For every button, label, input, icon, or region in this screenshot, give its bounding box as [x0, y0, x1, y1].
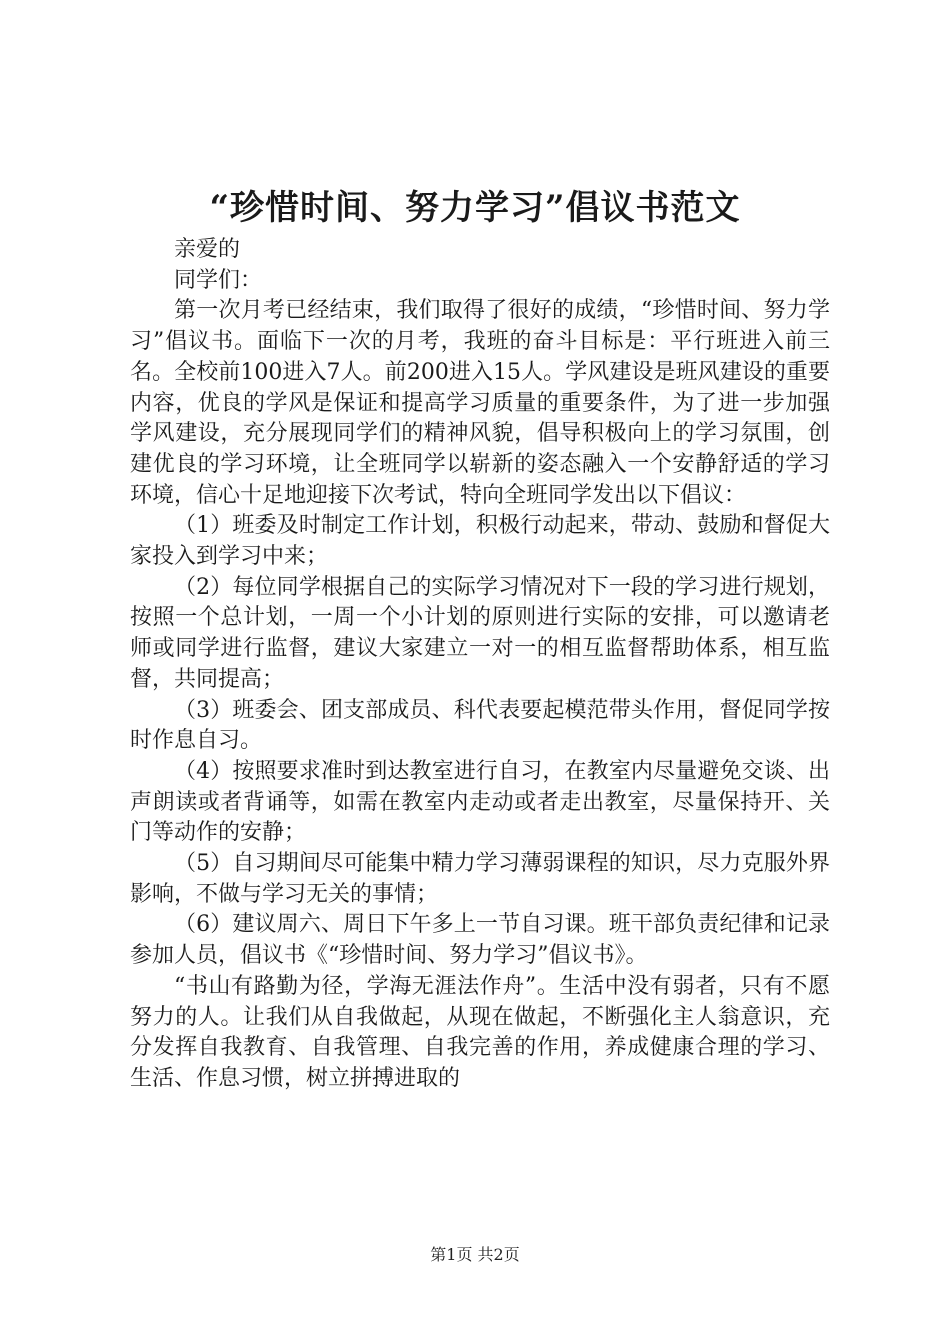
page-number-footer: 第1页 共2页: [430, 1245, 520, 1264]
paragraph-proposal-4: （4）按照要求准时到达教室进行自习，在教室内尽量避免交谈、出声朗读或者背诵等，如需在教室内走动或者走出教室，尽量保持开、关门等动作的安静；: [130, 758, 830, 846]
paragraph-intro: 第一次月考已经结束，我们取得了很好的成绩，“珍惜时间、努力学习”倡议书。面临下一次的月考，我班的奋斗目标是：平行班进入前三名。全校前100进入7人。前200进入15人。学风建设是班风建设的重要内容，优良的学风是保证和提高学习质量的重要条件，为了进一步加强学风建设，充分展现同学们的精神风貌，倡导积极向上的学习氛围，创建优良的学习环境，让全班同学以崭新的姿态融入一个安静舒适的学习环境，信心十足地迎接下次考试，特向全班同学发出以下倡议：: [130, 298, 830, 508]
paragraph-proposal-1: （1）班委及时制定工作计划，积极行动起来，带动、鼓励和督促大家投入到学习中来；: [130, 513, 830, 570]
document-body: [130, 235, 830, 1095]
paragraph-proposal-5: （5）自习期间尽可能集中精力学习薄弱课程的知识，尽力克服外界影响，不做与学习无关的事情；: [130, 851, 830, 907]
paragraph-proposal-2: （2）每位同学根据自己的实际学习情况对下一段的学习进行规划，按照一个总计划，一周一个小计划的原则进行实际的安排，可以邀请老师或同学进行监督，建议大家建立一对一的相互监督帮助体系，相互监督，共同提高；: [130, 574, 830, 692]
salutation-line-2: 同学们：: [174, 267, 263, 293]
paragraph-proposal-3: （3）班委会、团支部成员、科代表要起模范带头作用，督促同学按时作息自习。: [130, 697, 830, 754]
salutation-line-1: 亲爱的: [174, 237, 241, 262]
paragraph-proposal-6: （6）建议周六、周日下午多上一节自习课。班干部负责纪律和记录参加人员，倡议书《“珍惜时间、努力学习”倡议书》。: [130, 912, 830, 969]
document-title: “珍惜时间、努力学习”倡议书范文: [209, 188, 741, 228]
paragraph-closing: “书山有路勤为径，学海无涯法作舟”。生活中没有弱者，只有不愿努力的人。让我们从自我做起，从现在做起，不断强化主人翁意识，充分发挥自我教育、自我管理、自我完善的作用，养成健康合理的学习、生活、作息习惯，树立拼搏进取的: [130, 973, 830, 1091]
